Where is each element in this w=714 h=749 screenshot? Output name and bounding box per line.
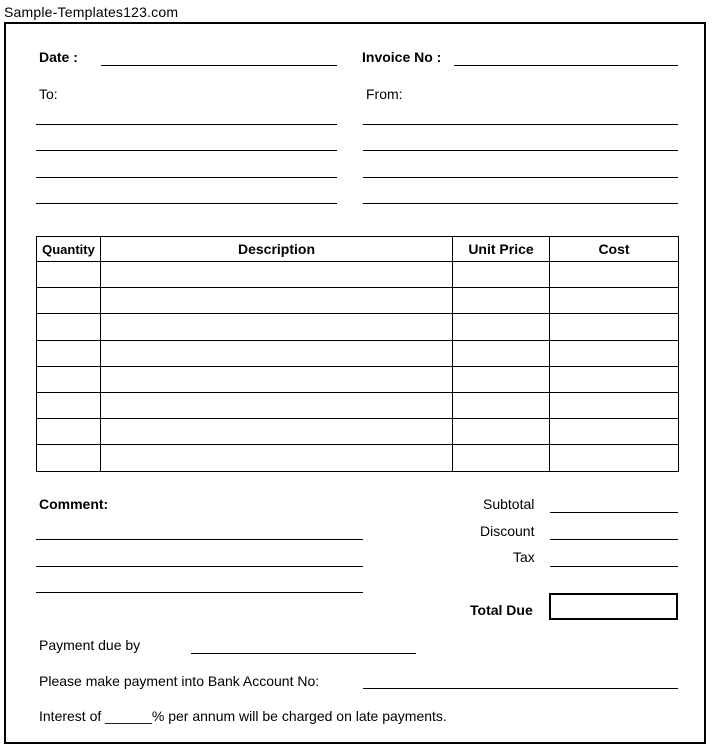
unit-price-cell[interactable] [453, 445, 550, 471]
table-header-row [37, 237, 679, 262]
description-cell[interactable] [101, 314, 453, 340]
cost-cell[interactable] [550, 419, 679, 445]
invoice-no-field[interactable] [454, 65, 678, 66]
date-label: Date : [39, 49, 78, 65]
subtotal-field[interactable] [550, 512, 678, 513]
cost-cell[interactable] [550, 392, 679, 418]
cost-cell[interactable] [550, 445, 679, 471]
table-row [37, 445, 679, 471]
interest-prefix: Interest of [39, 708, 106, 724]
unit-price-cell[interactable] [453, 419, 550, 445]
table-row [37, 340, 679, 366]
items-table [36, 236, 679, 472]
quantity-cell[interactable] [37, 445, 101, 471]
payment-due-field[interactable] [191, 653, 416, 654]
table-row [37, 366, 679, 392]
unit-price-cell[interactable] [453, 262, 550, 288]
unit-price-cell[interactable] [453, 340, 550, 366]
bank-account-field[interactable] [363, 688, 678, 689]
payment-due-label: Payment due by [39, 637, 141, 653]
description-cell[interactable] [101, 419, 453, 445]
table-row [37, 314, 679, 340]
total-due-label: Total Due [470, 602, 533, 618]
interest-suffix: % per annum will be charged on late payments. [151, 708, 447, 724]
to-address-line-4[interactable] [36, 203, 337, 204]
invoice-no-label: Invoice No : [362, 49, 442, 65]
cost-cell[interactable] [550, 340, 679, 366]
column-header-description: Description [101, 237, 453, 262]
unit-price-cell[interactable] [453, 314, 550, 340]
interest-statement [39, 708, 447, 724]
column-header-unit-price: Unit Price [453, 237, 550, 262]
to-label: To: [39, 86, 58, 102]
total-due-field[interactable] [549, 593, 678, 620]
comment-line-1[interactable] [36, 539, 363, 540]
discount-label: Discount [480, 523, 535, 539]
description-cell[interactable] [101, 366, 453, 392]
cost-cell[interactable] [550, 366, 679, 392]
cost-cell[interactable] [550, 288, 679, 314]
discount-field[interactable] [550, 539, 678, 540]
comment-line-2[interactable] [36, 566, 363, 567]
description-cell[interactable] [101, 288, 453, 314]
interest-rate-field[interactable]: ______ [105, 708, 152, 724]
unit-price-cell[interactable] [453, 288, 550, 314]
unit-price-cell[interactable] [453, 366, 550, 392]
quantity-cell[interactable] [37, 340, 101, 366]
from-address-line-1[interactable] [363, 124, 678, 125]
to-address-line-3[interactable] [36, 177, 337, 178]
quantity-cell[interactable] [37, 366, 101, 392]
to-address-line-2[interactable] [36, 150, 337, 151]
comment-line-3[interactable] [36, 592, 363, 593]
table-row [37, 262, 679, 288]
subtotal-label: Subtotal [483, 496, 535, 512]
table-row [37, 419, 679, 445]
bank-account-label: Please make payment into Bank Account No: [39, 673, 320, 689]
quantity-cell[interactable] [37, 288, 101, 314]
column-header-cost: Cost [550, 237, 679, 262]
from-address-line-2[interactable] [363, 150, 678, 151]
comment-label: Comment: [39, 496, 109, 512]
from-address-line-4[interactable] [363, 203, 678, 204]
table-row [37, 288, 679, 314]
from-label: From: [366, 86, 403, 102]
watermark: Sample-Templates123.com [4, 4, 179, 20]
tax-field[interactable] [550, 566, 678, 567]
table-row [37, 392, 679, 418]
unit-price-cell[interactable] [453, 392, 550, 418]
description-cell[interactable] [101, 445, 453, 471]
quantity-cell[interactable] [37, 262, 101, 288]
description-cell[interactable] [101, 262, 453, 288]
quantity-cell[interactable] [37, 392, 101, 418]
cost-cell[interactable] [550, 262, 679, 288]
from-address-line-3[interactable] [363, 177, 678, 178]
column-header-quantity: Quantity [37, 237, 101, 262]
description-cell[interactable] [101, 340, 453, 366]
description-cell[interactable] [101, 392, 453, 418]
to-address-line-1[interactable] [36, 124, 337, 125]
date-field[interactable] [101, 65, 337, 66]
tax-label: Tax [513, 549, 535, 565]
quantity-cell[interactable] [37, 314, 101, 340]
cost-cell[interactable] [550, 314, 679, 340]
quantity-cell[interactable] [37, 419, 101, 445]
